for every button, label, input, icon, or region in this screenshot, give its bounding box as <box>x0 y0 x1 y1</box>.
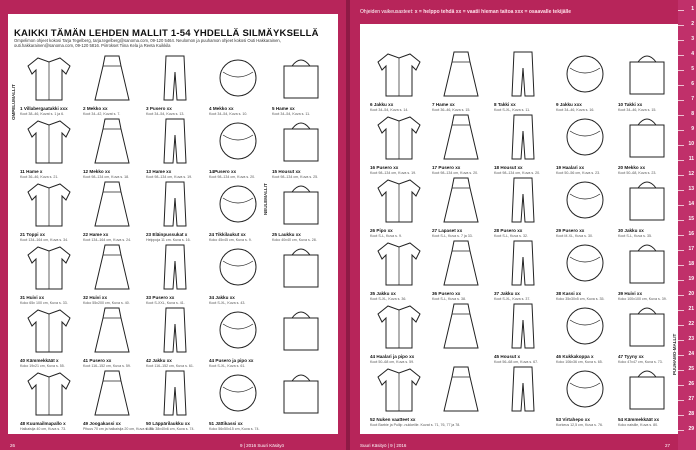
pattern-details: Koko 19x21 cm, Kuva s. 55. <box>20 364 65 368</box>
ruler-number: 22 <box>688 321 694 327</box>
ruler-number: 29 <box>688 426 694 432</box>
pattern-sketch <box>370 237 428 289</box>
pattern-label: 40 Kämmekkäät x <box>20 358 59 363</box>
ruler-number: 23 <box>688 336 694 342</box>
pattern-label: 14Pusero xx <box>209 169 237 174</box>
page-number-left: 26 <box>10 443 16 448</box>
pattern-details: Koot 56–68 cm, Kuva s. 67. <box>494 360 539 364</box>
ruler-tick <box>678 340 684 341</box>
pattern-label: 30 Jakku xx <box>618 228 644 233</box>
pattern-item <box>492 363 554 439</box>
pattern-details: Koko 100x100 cm, Kuva s. 39. <box>618 297 667 301</box>
pattern-sketch <box>432 174 490 226</box>
pattern-label: 46 Kukkakoppa x <box>556 354 594 359</box>
pattern-details: Korkeus 12,5 cm, Kuva s. 76. <box>556 423 603 427</box>
pattern-label: 33 Pusero xx <box>146 295 175 300</box>
pattern-details: Koot 36–46, Kuva s. 15. <box>432 108 471 112</box>
pattern-details: Koot 34–54, Kuva s. 14. <box>370 108 409 112</box>
pattern-details: Koko 65x 100 cm, Kuva s. 33. <box>20 301 68 305</box>
pattern-sketch <box>209 178 267 230</box>
footer-magazine-left: 9 | 2016 Suuri Käsityö <box>240 443 284 448</box>
pattern-label: 26 Pipo xx <box>370 228 393 233</box>
pattern-details: Koko 35x30x5 cm, Kuva s. 35. <box>556 297 605 301</box>
ruler-number: 26 <box>688 381 694 387</box>
ruler-number: 20 <box>688 291 694 297</box>
pattern-label: 29 Pusero xx <box>556 228 585 233</box>
pattern-details: Koot 34–54, Kuva s. 13. <box>146 112 185 116</box>
pattern-sketch <box>209 52 267 104</box>
pattern-details: Koko 56x50x15 cm, Kuva s. 74. <box>209 427 260 431</box>
pattern-item <box>81 367 155 443</box>
ruler-number: 28 <box>688 411 694 417</box>
pattern-label: 51 Jättikassi xx <box>209 421 243 426</box>
ruler-tick <box>678 55 684 56</box>
pattern-item <box>616 363 678 439</box>
pattern-sketch <box>432 111 490 163</box>
pattern-label: 3 Pusero xx <box>146 106 172 111</box>
pattern-label: 6 Jakku xx <box>370 102 394 107</box>
pattern-sketch <box>272 367 330 419</box>
pattern-details: Koot S-L, Kuva s. 38. <box>432 297 466 301</box>
pattern-sketch <box>370 174 428 226</box>
pattern-label: 20 Mekko xx <box>618 165 646 170</box>
pattern-details: Koot S-XL, Kuva s. 11. <box>494 108 531 112</box>
ruler-tick <box>678 430 684 431</box>
ruler-number: 15 <box>688 216 694 222</box>
pattern-sketch <box>556 111 614 163</box>
ruler-number: 3 <box>691 36 694 42</box>
pattern-sketch <box>83 367 141 419</box>
pattern-sketch <box>146 52 204 104</box>
pattern-sketch <box>556 300 614 352</box>
pattern-sketch <box>556 174 614 226</box>
pattern-details: Koot 34–42, Kuvat s. 7. <box>83 112 121 116</box>
pattern-item <box>207 367 269 443</box>
ruler-tick <box>678 325 684 326</box>
pattern-label: 37 Jakku xx <box>494 291 520 296</box>
pattern-label: 35 Jakku xx <box>370 291 396 296</box>
pattern-sketch <box>618 48 676 100</box>
pattern-details: Koot 50–68, Kuva s. 23. <box>618 171 657 175</box>
pattern-details: Koot 50–68 cm, Kuva s. 59. <box>370 360 415 364</box>
pattern-label: 49 Joogakassi xx <box>83 421 121 426</box>
pattern-details: Koot 98–134 cm, Kuva s. 20. <box>494 171 541 175</box>
pattern-label: 1 Villabergaatakki xxx <box>20 106 68 111</box>
pattern-details: Koot 50–56 cm, Kuva s. 23. <box>556 171 601 175</box>
ruler-tick <box>678 235 684 236</box>
ruler-tick <box>678 265 684 266</box>
pattern-label: 8 Takki xx <box>494 102 516 107</box>
page-title: KAIKKI TÄMÄN LEHDEN MALLIT 1-54 YHDELLÄ SILMÄYKSELLÄ <box>14 28 319 39</box>
pattern-sketch <box>146 367 204 419</box>
pattern-sketch <box>146 115 204 167</box>
pattern-sketch <box>618 111 676 163</box>
pattern-label: 17 Pusero xx <box>432 165 461 170</box>
difficulty-legend <box>360 6 678 18</box>
pattern-details: Koot S-XL, Kuva s. 36. <box>370 297 407 301</box>
ruler-tick <box>678 70 684 71</box>
ruler-number: 4 <box>691 51 694 57</box>
ruler-tick <box>678 100 684 101</box>
ruler-number: 9 <box>691 126 694 132</box>
pattern-sketch <box>432 300 490 352</box>
pattern-sketch <box>83 304 141 356</box>
pattern-sketch <box>618 363 676 415</box>
pattern-label: 42 Jakku xx <box>146 358 172 363</box>
pattern-label: 28 Pusero xx <box>494 228 523 233</box>
pattern-label: 11 Hame x <box>20 169 43 174</box>
contact-info: Ompelimon ohjeet kokosi Tarja Tegelberg, tarja.tegelberg@sanoma.com, 09-120 5464. Neulomon ja puuhamon ohjeet kokosi Outi Hakkarainen, outi.hakkarainen@sanoma.com, 09-120 5816. Piirrokset Tiina Kela ja Reeta Kuikkila <box>14 38 281 48</box>
pattern-sketch <box>146 241 204 293</box>
ruler-number: 8 <box>691 111 694 117</box>
ruler-number: 7 <box>691 96 694 102</box>
pattern-sketch <box>146 178 204 230</box>
ruler-tick <box>678 130 684 131</box>
pattern-label: 12 Mekko xx <box>83 169 111 174</box>
footer-magazine-right: Suuri Käsityö | 9 | 2016 <box>360 443 407 448</box>
pattern-sketch <box>556 363 614 415</box>
pattern-sketch <box>618 237 676 289</box>
pattern-details: Koot S-L, Kuva s. 32. <box>494 234 528 238</box>
pattern-item <box>554 363 616 439</box>
pattern-details: Koot S-XL, Kuva s. 37. <box>494 297 531 301</box>
pattern-details: Koot 38–46, Kuvat s. 1 ja 6. <box>20 112 65 116</box>
pattern-sketch <box>494 300 552 352</box>
pattern-details: Koko 106x36 cm, Kuva s. 65. <box>556 360 603 364</box>
pattern-details: Koot 98–134 cm, Kuva s. 19. <box>146 175 193 179</box>
ruler-number: 19 <box>688 276 694 282</box>
ruler-number: 10 <box>688 141 694 147</box>
ruler-tick <box>678 250 684 251</box>
ruler-number: 11 <box>688 156 694 162</box>
legend-title: Ohjeiden vaikeusasteet: <box>360 9 414 15</box>
ruler-number: 21 <box>688 306 694 312</box>
pattern-details: Koot S-L, Kuva s. 7 ja 33. <box>432 234 473 238</box>
ruler-tick <box>678 160 684 161</box>
ruler-number: 14 <box>688 201 694 207</box>
pattern-item <box>18 367 80 443</box>
pattern-sketch <box>618 174 676 226</box>
ruler-number: 2 <box>691 21 694 27</box>
pattern-item <box>144 367 206 443</box>
ruler-tick <box>678 40 684 41</box>
pattern-label: 21 Toppi xx <box>20 232 45 237</box>
pattern-item <box>430 363 492 439</box>
pattern-label: 32 Huivi xx <box>83 295 108 300</box>
ruler-tick <box>678 355 684 356</box>
pattern-details: Koot 98–134 cm, Kuva s. 18. <box>83 175 130 179</box>
pattern-label: 36 Pusero xx <box>432 291 461 296</box>
pattern-sketch <box>209 241 267 293</box>
pattern-sketch <box>370 48 428 100</box>
pattern-details: Koot 134–164 cm, Kuva s. 34. <box>20 238 69 242</box>
pattern-details: Koko naisille, Kuva s. 80. <box>618 423 659 427</box>
pattern-sketch <box>432 237 490 289</box>
pattern-sketch <box>556 48 614 100</box>
left-page <box>0 0 346 450</box>
pattern-sketch <box>494 111 552 163</box>
legend-key: x = helppo tehdä xx = vaatii hieman taitoa xxx = osaavalle tekijälle <box>414 9 572 15</box>
pattern-label: 44 Haalari ja pipo xx <box>370 354 415 359</box>
ruler-tick <box>678 175 684 176</box>
ruler-tick <box>678 25 684 26</box>
pattern-label: 5 Hame xx <box>272 106 295 111</box>
ruler-tick <box>678 220 684 221</box>
ruler-tick <box>678 145 684 146</box>
pattern-label: 50 Läppärilaukku xx <box>146 421 190 426</box>
pattern-sketch <box>20 115 78 167</box>
pattern-details: Koko 38x40x6 cm, Kuva s. 74. <box>146 427 195 431</box>
page-number-right: 27 <box>665 443 671 448</box>
pattern-details: Koot S-L, Kuva s. 35. <box>618 234 652 238</box>
ruler-number: 17 <box>688 246 694 252</box>
pattern-label: 22 Hame xx <box>83 232 109 237</box>
pattern-label: 45 Housut x <box>494 354 521 359</box>
ruler-tick <box>678 10 684 11</box>
pattern-label: 31 Huivi xx <box>20 295 45 300</box>
ruler-tick <box>678 115 684 116</box>
pattern-label: 52 Nuken vaatteet xx <box>370 417 416 422</box>
ruler-number: 24 <box>688 351 694 357</box>
pattern-label: 48 Kuumailmapallo x <box>20 421 66 426</box>
pattern-sketch <box>209 367 267 419</box>
pattern-label: 10 Takki xx <box>618 102 643 107</box>
pattern-sketch <box>20 367 78 419</box>
pattern-item <box>368 363 461 439</box>
ruler-number: 27 <box>688 396 694 402</box>
pattern-label: 13 Hame xx <box>146 169 172 174</box>
ruler-tick <box>678 205 684 206</box>
pattern-label: 41 Pusero xx <box>83 358 112 363</box>
ruler-number: 1 <box>691 6 694 12</box>
pattern-label: 34 Jakku xx <box>209 295 235 300</box>
pattern-label: 2 Mekko xx <box>83 106 108 111</box>
pattern-sketch <box>20 241 78 293</box>
pattern-sketch <box>20 52 78 104</box>
pattern-details: Koot S-XXL, Kuva s. 41. <box>146 301 185 305</box>
pattern-details: Koko 40x40 cm, Kuva s. 28. <box>272 238 317 242</box>
pattern-details: Koot 134–164 cm, Kuva s. 24. <box>83 238 132 242</box>
pattern-details: Koot S-XL, Kuva s. 43. <box>209 301 246 305</box>
pattern-details: Koot 34–54, Kuva s. 11. <box>272 112 311 116</box>
pattern-label: 19 Haalari xx <box>556 165 585 170</box>
pattern-label: 16 Pusero xx <box>370 165 399 170</box>
pattern-details: Koot 116–152 cm, Kuva s. 61. <box>146 364 194 368</box>
pattern-sketch <box>83 52 141 104</box>
pattern-sketch <box>370 300 428 352</box>
ruler-number: 18 <box>688 261 694 267</box>
pattern-details: Koot Barbie ja Pullip -nukkeille. Kuvat s. 71, 76, 77 ja 78. <box>370 423 461 427</box>
pattern-details: Koot S-XL, Kuva s. 61. <box>209 364 246 368</box>
pattern-label: 23 Eläinpussukat x <box>146 232 188 237</box>
pattern-item <box>270 367 332 443</box>
pattern-sketch <box>209 115 267 167</box>
ruler-tick <box>678 370 684 371</box>
pattern-details: Koot M-XL, Kuva s. 30. <box>556 234 593 238</box>
ruler-number: 13 <box>688 186 694 192</box>
pattern-details: Koko 55x200 cm, Kuva s. 40. <box>83 301 130 305</box>
pattern-sketch <box>146 304 204 356</box>
pattern-sketch <box>20 178 78 230</box>
pattern-sketch <box>370 111 428 163</box>
right-page <box>350 0 696 450</box>
pattern-sketch <box>209 304 267 356</box>
section-label-ompelumallit: OMPELUMALLIT <box>11 84 16 120</box>
pattern-sketch <box>272 241 330 293</box>
pattern-details: Koot 116–152 cm, Kuva s. 59. <box>83 364 131 368</box>
pattern-label: 47 Tyyny xx <box>618 354 644 359</box>
pattern-label: 44 Pusero ja pipo xx <box>209 358 254 363</box>
pattern-details: Koot 98–134 cm, Kuva s. 20. <box>209 175 256 179</box>
pattern-sketch <box>618 300 676 352</box>
pattern-sketch <box>494 48 552 100</box>
pattern-details: Koot 34–54, Kuva s. 10. <box>209 112 248 116</box>
pattern-label: 27 Lapaset xx <box>432 228 463 233</box>
ruler-tick <box>678 310 684 311</box>
pattern-details: Koot 98–134 cm, Kuva s. 19. <box>370 171 417 175</box>
ruler-number: 16 <box>688 231 694 237</box>
ruler-number: 6 <box>691 81 694 87</box>
ruler-tick <box>678 280 684 281</box>
ruler-tick <box>678 415 684 416</box>
pattern-label: 9 Jakku xxx <box>556 102 582 107</box>
side-ruler <box>678 0 696 450</box>
pattern-sketch <box>83 241 141 293</box>
pattern-details: Koot 34–46, Kuva s. 16. <box>556 108 595 112</box>
pattern-sketch <box>20 304 78 356</box>
pattern-sketch <box>83 115 141 167</box>
ruler-tick <box>678 385 684 386</box>
pattern-sketch <box>272 52 330 104</box>
pattern-sketch <box>83 178 141 230</box>
pattern-sketch <box>556 237 614 289</box>
ruler-tick <box>678 190 684 191</box>
section-label-neulemallit: NEULEMALLIT <box>263 183 268 215</box>
pattern-details: Koot 36–46, Kuva s. 21. <box>20 175 59 179</box>
pattern-details: Pituus 70 cm ja halkaisija 20 cm, Kuva s. 75. <box>83 427 155 431</box>
pattern-details: Koko 45x45 cm, Kuva s. 9. <box>209 238 252 242</box>
pattern-sketch <box>494 174 552 226</box>
pattern-label: 24 Tikkilaukut xx <box>209 232 246 237</box>
pattern-sketch <box>370 363 428 415</box>
pattern-label: 54 Kämmekkäät xx <box>618 417 660 422</box>
pattern-details: Koot 98–134 cm, Kuva s. 25. <box>272 175 319 179</box>
pattern-label: 15 Housut xx <box>272 169 301 174</box>
pattern-details: Koko 47x47 cm, Kuva s. 73. <box>618 360 663 364</box>
pattern-label: 38 Kassi xx <box>556 291 582 296</box>
pattern-sketch <box>272 178 330 230</box>
pattern-sketch <box>432 363 490 415</box>
pattern-label: 39 Huivi xx <box>618 291 643 296</box>
pattern-sketch <box>272 115 330 167</box>
pattern-sketch <box>272 304 330 356</box>
ruler-number: 12 <box>688 171 694 177</box>
pattern-label: 25 Laukku xx <box>272 232 301 237</box>
section-label-puuhamo: PUUHAMO-MALLIT <box>672 333 677 375</box>
ruler-number: 25 <box>688 366 694 372</box>
pattern-sketch <box>494 363 552 415</box>
ruler-number: 5 <box>691 66 694 72</box>
ruler-tick <box>678 85 684 86</box>
pattern-label: 4 Mekko xx <box>209 106 234 111</box>
pattern-label: 7 Hame xx <box>432 102 455 107</box>
pattern-details: Helppoja 11 cm. Kuva s. 16. <box>146 238 191 242</box>
pattern-details: Halkaisija 40 cm, Kuva s. 73. <box>20 427 67 431</box>
ruler-tick <box>678 295 684 296</box>
pattern-details: Koot S-L, Kuva s. 9. <box>370 234 402 238</box>
pattern-details: Koot 98–134 cm, Kuva s. 20. <box>432 171 479 175</box>
ruler-tick <box>678 400 684 401</box>
pattern-details: Koot 34–46, Kuva s. 15. <box>618 108 657 112</box>
pattern-label: 53 Virtahepo xx <box>556 417 590 422</box>
pattern-sketch <box>494 237 552 289</box>
pattern-label: 18 Housut xx <box>494 165 523 170</box>
pattern-sketch <box>432 48 490 100</box>
